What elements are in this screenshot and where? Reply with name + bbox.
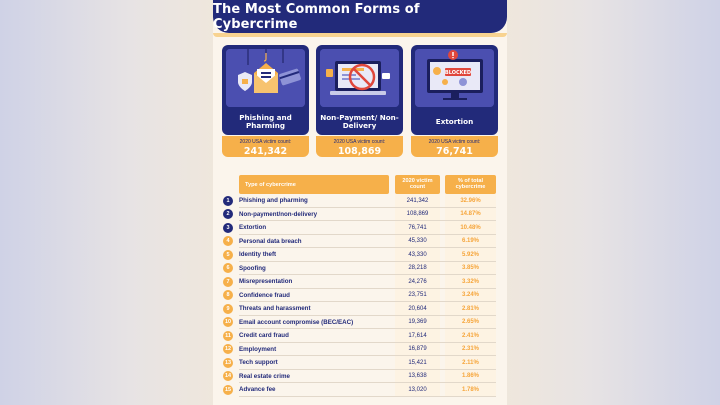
top-crimes-cards: [222, 45, 498, 157]
card-count-caption: 2020 USA victim count:: [333, 139, 386, 145]
victim-count: 15,421: [408, 359, 427, 366]
table-row: [222, 356, 500, 370]
percent-of-total: 10.48%: [460, 224, 481, 231]
rank-badge: 8: [223, 290, 233, 300]
table-row: [222, 262, 500, 276]
rank-badge: 6: [223, 263, 233, 273]
rank-badge: 7: [223, 277, 233, 287]
card-count-caption: 2020 USA victim count:: [428, 139, 481, 145]
table-row: [222, 275, 500, 289]
table-row: [222, 329, 500, 343]
table-row: [222, 316, 500, 330]
rank-badge: 14: [224, 373, 232, 379]
title-banner: [213, 0, 507, 33]
victim-count: 16,879: [408, 346, 427, 353]
rank-badge: 9: [223, 304, 233, 314]
rank-badge: 15: [224, 386, 232, 393]
victim-count: 45,330: [408, 238, 427, 245]
card-count-box: [222, 136, 309, 157]
rank-badge: 10: [224, 319, 232, 325]
percent-of-total: 3.24%: [461, 292, 479, 299]
percent-of-total: 2.65%: [461, 319, 479, 326]
card-label: Phishing and Pharming: [239, 112, 292, 130]
table-row: [222, 302, 500, 316]
percent-of-total: 5.92%: [461, 251, 479, 258]
table-row: [222, 383, 500, 397]
rank-badge: 5: [223, 250, 233, 260]
victim-count: 24,276: [408, 278, 427, 285]
table-row: [222, 194, 500, 208]
table-row: [222, 248, 500, 262]
percent-of-total: 1.86%: [461, 373, 479, 380]
percent-of-total: 2.11%: [462, 359, 479, 366]
header-type: Type of cybercrime: [239, 175, 389, 194]
victim-count: 17,614: [408, 332, 427, 339]
victim-count: 76,741: [408, 224, 427, 231]
victim-count: 108,869: [406, 211, 429, 218]
crime-type: Credit card fraud: [239, 332, 289, 340]
crime-type: Employment: [239, 345, 277, 353]
crime-type: Misrepresentation: [239, 278, 293, 286]
crime-type: Personal data breach: [239, 237, 302, 245]
rank-badge: 11: [223, 331, 233, 341]
table-row: [222, 221, 500, 235]
rank-badge: 1: [223, 196, 233, 206]
percent-of-total: 2.31%: [461, 346, 479, 353]
percent-of-total: 3.32%: [461, 278, 479, 285]
victim-count: 23,751: [408, 292, 427, 299]
table-row: [222, 289, 500, 303]
card-extortion: [411, 45, 498, 157]
crime-type: Identity theft: [239, 251, 277, 259]
page-title: The Most Common Forms of Cybercrime: [213, 1, 420, 32]
percent-of-total: 1.78%: [461, 386, 479, 393]
card-non-payment: [316, 45, 403, 157]
card-label: Non-Payment/ Non-Delivery: [320, 112, 399, 130]
card-count-value: 76,741: [436, 146, 473, 157]
card-label: Extortion: [435, 116, 474, 126]
card-count-caption: 2020 USA victim count:: [239, 139, 292, 145]
table-header: [222, 175, 500, 194]
card-count-value: 108,869: [337, 146, 382, 157]
phishing-icon: [226, 49, 305, 107]
rank-badge: 4: [223, 236, 233, 246]
crime-type: Threats and harassment: [239, 305, 311, 313]
percent-of-total: 14.87%: [460, 211, 481, 218]
crime-type: Extortion: [239, 224, 267, 232]
header-pct: % of total cybercrime: [445, 175, 496, 194]
rank-badge: 12: [224, 346, 232, 352]
victim-count: 241,342: [406, 197, 429, 204]
laptop-icon: [320, 49, 399, 107]
victim-count: 13,020: [408, 386, 427, 393]
card-panel: [411, 45, 498, 135]
blocked-badge: BLOCKED: [444, 70, 472, 76]
crime-type: Email account compromise (BEC/EAC): [239, 318, 354, 326]
victim-count: 28,218: [408, 265, 427, 272]
rank-badge: 3: [223, 223, 233, 233]
table-row: [222, 235, 500, 249]
percent-of-total: 2.81%: [461, 305, 479, 312]
crime-type: Phishing and pharming: [239, 197, 308, 205]
row-divider: [239, 396, 496, 397]
victim-count: 20,604: [408, 305, 427, 312]
card-count-value: 241,342: [243, 146, 288, 157]
percent-of-total: 2.41%: [461, 332, 479, 339]
card-count-box: [316, 136, 403, 157]
crime-type: Real estate crime: [239, 372, 290, 380]
card-panel: [222, 45, 309, 135]
victim-count: 43,330: [408, 251, 427, 258]
crime-type: Tech support: [239, 359, 278, 367]
card-count-box: [411, 136, 498, 157]
card-phishing: [222, 45, 309, 157]
table-row: [222, 370, 500, 384]
crime-type: Advance fee: [239, 386, 276, 394]
header-count: 2020 victim count: [395, 175, 440, 194]
crime-type: Non-payment/non-delivery: [239, 210, 318, 218]
percent-of-total: 32.96%: [460, 197, 481, 204]
card-panel: [316, 45, 403, 135]
percent-of-total: 6.19%: [461, 238, 479, 245]
rank-badge: 2: [223, 209, 233, 219]
percent-of-total: 3.85%: [461, 265, 479, 272]
table-row: [222, 208, 500, 222]
table-row: [222, 343, 500, 357]
title-underline: [213, 33, 507, 37]
blocked-screen-icon: [415, 49, 494, 107]
crime-type: Spoofing: [239, 264, 266, 272]
victim-count: 13,638: [408, 373, 427, 380]
rank-badge: 13: [224, 359, 232, 366]
crime-type: Confidence fraud: [239, 291, 290, 299]
infographic: [213, 0, 507, 405]
victim-count: 19,369: [408, 319, 427, 326]
